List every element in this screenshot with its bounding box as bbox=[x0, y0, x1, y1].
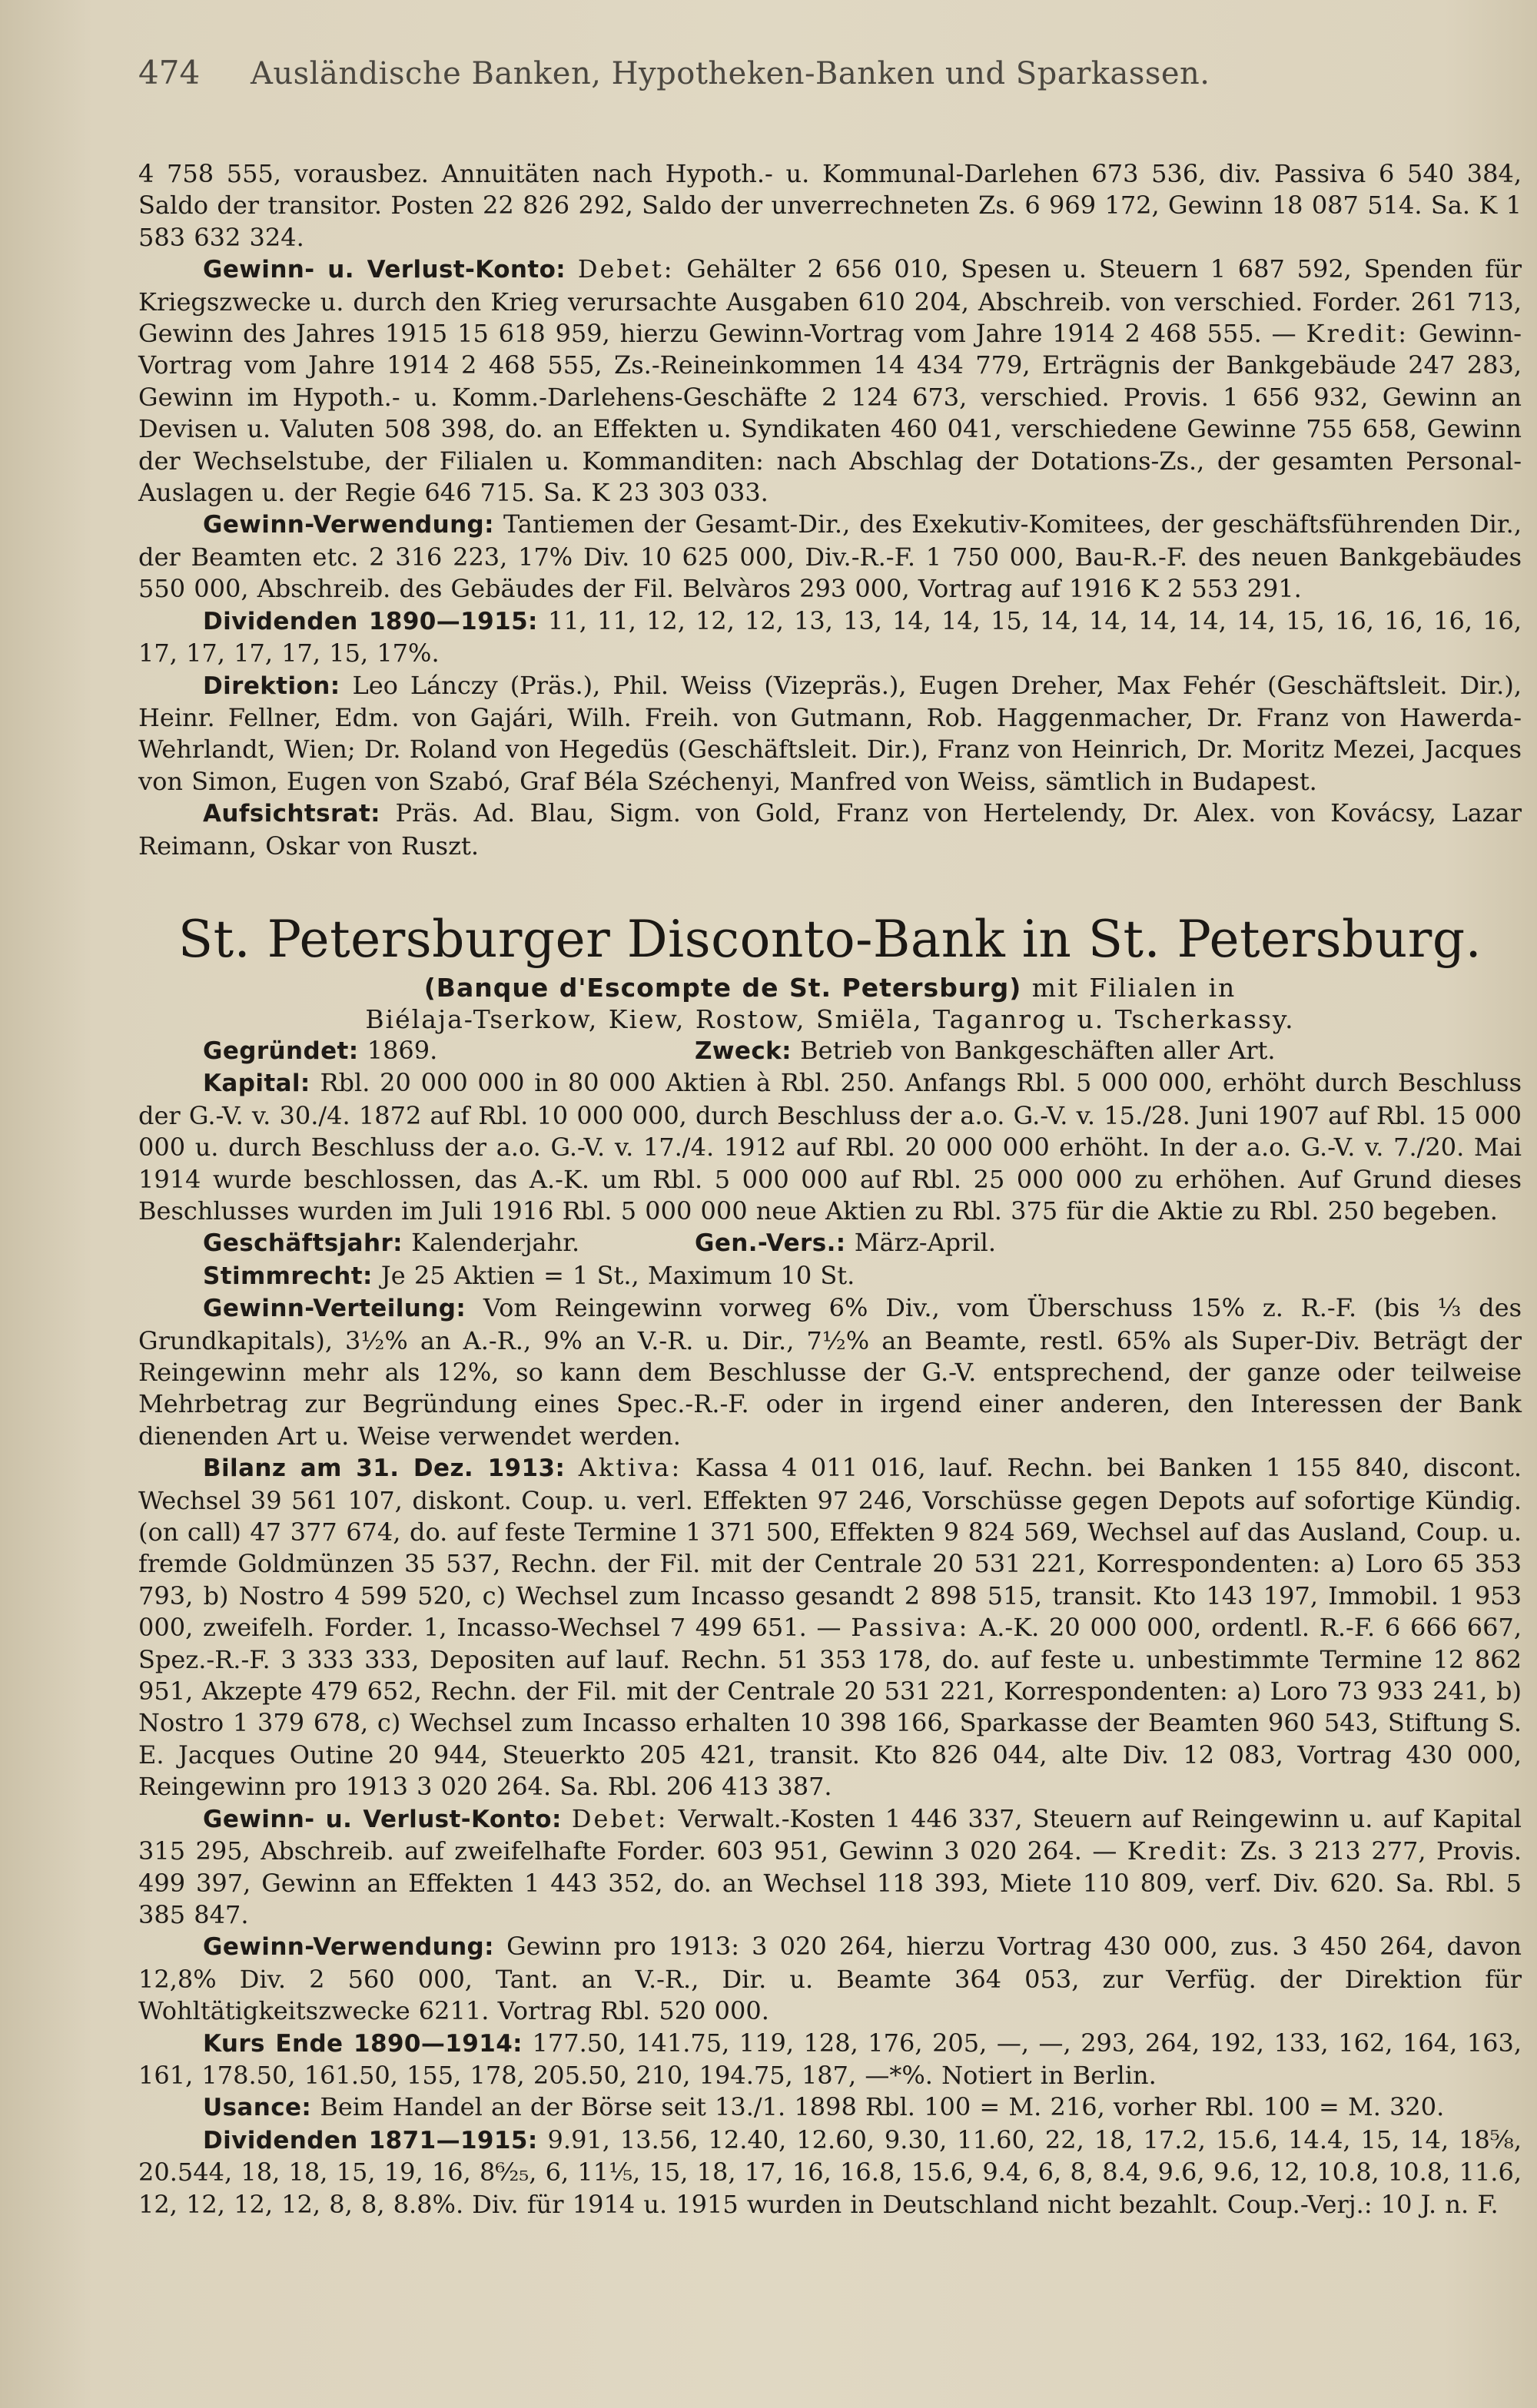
prev-supervisory-board: Aufsichtsrat: Präs. Ad. Blau, Sigm. von Gold, Franz von Hertelendy, Dr. Alex. von Kovácsy, Lazar Reimann, Oskar von Ruszt. bbox=[138, 798, 1522, 861]
label: Stimmrecht: bbox=[203, 1262, 373, 1290]
profit-use: Gewinn-Verwendung: Gewinn pro 1913: 3 020 264, hierzu Vortrag 430 000, zus. 3 450 264, davon 12,8% Div. 2 560 000, Tant. an V.-R., Dir. u. Beamte 364 053, zur Verfüg. der Direktion für Wohltätigkeitszwecke 6211. Vortrag Rbl. 520 000. bbox=[138, 1932, 1522, 2026]
label: Direktion: bbox=[203, 672, 340, 700]
founded-purpose: Gegründet: 1869. Zweck: Betrieb von Bankgeschäften aller Art. bbox=[203, 1035, 1276, 1065]
label: Gewinn-Verwendung: bbox=[203, 1933, 494, 1962]
label: Gewinn-Verteilung: bbox=[203, 1295, 466, 1323]
usance: Usance: Beim Handel an der Börse seit 13./1. 1898 Rbl. 100 = M. 216, vorher Rbl. 100 = M. 320. bbox=[203, 2092, 1445, 2122]
label: Usance: bbox=[203, 2094, 312, 2122]
dividends: Dividenden 1871—1915: 9.91, 13.56, 12.40, 12.60, 9.30, 11.60, 22, 18, 17.2, 15.6, 14.4, 15, 14, 18⅝, 20.544, 18, 18, 15, 19, 16, 8⁶⁄₂₅, 6, 11⅕, 15, 18, 17, 16, 16.8, 15.6, 9.4, 6, 8, 8.4, 9.6, 9.6, 12, 10.8, 10.8, 11.6, 12, 12, 12, 12, 8, 8, 8.8%. Div. für 1914 u. 1915 wurden in Deutschland nicht bezahlt. Coup.-Verj.: 10 J. n. F. bbox=[138, 2124, 1522, 2219]
bank-heading: St. Petersburger Disconto-Bank in St. Petersburg. bbox=[178, 909, 1482, 969]
profit-loss-account: Gewinn- u. Verlust-Konto: Debet: Verwalt.-Kosten 1 446 337, Steuern auf Reingewinn u. auf Kapital 315 295, Abschreib. auf zweifelhafte Forder. 603 951, Gewinn 3 020 264. — Kredit: Zs. 3 213 277, Provis. 499 397, Gewinn an Effekten 1 443 352, do. an Wechsel 118 393, Miete 110 809, verf. Div. 620. Sa. Rbl. 5 385 847. bbox=[138, 1803, 1522, 1929]
running-title: Ausländische Banken, Hypotheken-Banken und Sparkassen. bbox=[251, 56, 1210, 91]
prev-balance-tail: 4 758 555, vorausbez. Annuitäten nach Hypoth.- u. Kommunal-Darlehen 673 536, div. Passiva 6 540 384, Saldo der transitor. Posten 22 826 292, Saldo der unverrechneten Zs. 6 969 172, Gewinn 18 087 514. Sa. K 1 583 632 324. bbox=[138, 159, 1522, 252]
label: Aufsichtsrat: bbox=[203, 800, 380, 828]
label: Kapital: bbox=[203, 1070, 310, 1098]
bank-subheading: (Banque d'Escompte de St. Petersburg) mit Filialen in bbox=[423, 972, 1237, 1003]
share-prices: Kurs Ende 1890—1914: 177.50, 141.75, 119, 128, 176, 205, —, —, 293, 264, 192, 133, 162, 164, 163, 161, 178.50, 161.50, 155, 178, 205.50, 210, 194.75, 187, —*%. Notiert in Berlin. bbox=[138, 2028, 1522, 2090]
prev-direction: Direktion: Leo Lánczy (Präs.), Phil. Weiss (Vizepräs.), Eugen Dreher, Max Fehér (Geschäftsleit. Dir.), Heinr. Fellner, Edm. von Gajári, Wilh. Freih. von Gutmann, Rob. Haggenmacher, Dr. Franz von Hawerda-Wehrlandt, Wien; Dr. Roland von Hegedüs (Geschäftsleit. Dir.), Franz von Heinrich, Dr. Moritz Mezei, Jacques von Simon, Eugen von Szabó, Graf Béla Széchenyi, Manfred von Weiss, sämtlich in Budapest. bbox=[138, 670, 1522, 796]
label: Gewinn- u. Verlust-Konto: bbox=[203, 1805, 562, 1833]
label: Dividenden 1890—1915: bbox=[203, 607, 538, 635]
prev-dividends: Dividenden 1890—1915: 11, 11, 12, 12, 12, 13, 13, 14, 14, 15, 14, 14, 14, 14, 14, 15, 16, 16, 16, 16, 17, 17, 17, 17, 15, 17%. bbox=[138, 605, 1522, 668]
label: Gewinn- u. Verlust-Konto: bbox=[203, 256, 566, 284]
profit-distribution: Gewinn-Verteilung: Vom Reingewinn vorweg 6% Div., vom Überschuss 15% z. R.-F. (bis ⅓ des Grundkapitals), 3½% an A.-R., 9% an V.-R. u. Dir., 7½% an Beamte, restl. 65% als Super-Div. Beträgt der Reingewinn mehr als 12%, so kann dem Beschlusse der G.-V. entsprechend, der ganze oder teilweise Mehrbetrag zur Begründung eines Spec.-R.-F. oder in irgend einer anderen, den Interessen der Bank dienenden Art u. Weise verwendet werden. bbox=[138, 1293, 1522, 1451]
fiscal-year-meeting: Geschäftsjahr: Kalenderjahr. Gen.-Vers.: März-April. bbox=[203, 1228, 997, 1258]
page-number: 474 bbox=[138, 54, 201, 91]
voting-right: Stimmrecht: Je 25 Aktien = 1 St., Maximum 10 St. bbox=[203, 1260, 855, 1290]
balance-sheet: Bilanz am 31. Dez. 1913: Aktiva: Kassa 4 011 016, lauf. Rechn. bei Banken 1 155 840, discont. Wechsel 39 561 107, diskont. Coup. u. verl. Effekten 97 246, Vorschüsse gegen Depots auf sofortige Kündig. (on call) 47 377 674, do. auf feste Termine 1 371 500, Effekten 9 824 569, Wechsel auf das Ausland, Coup. u. fremde Goldmünzen 35 537, Rechn. der Fil. mit der Centrale 20 531 221, Korrespondenten: a) Loro 65 353 793, b) Nostro 4 599 520, c) Wechsel zum Incasso gesandt 2 898 515, transit. Kto 143 197, Immobil. 1 953 000, zweifelh. Forder. 1, Incasso-Wechsel 7 499 651. — Passiva: A.-K. 20 000 000, ordentl. R.-F. 6 666 667, Spez.-R.-F. 3 333 333, Depositen auf lauf. Rechn. 51 353 178, do. auf feste u. unbestimmte Termine 12 862 951, Akzepte 479 652, Rechn. der Fil. mit der Centrale 20 531 221, Korrespondenten: a) Loro 73 933 241, b) Nostro 1 379 678, c) Wechsel zum Incasso erhalten 10 398 166, Sparkasse der Beamten 960 543, Stiftung S. E. Jacques Outine 20 944, Steuerkto 205 421, transit. Kto 826 044, alte Div. 12 083, Vortrag 430 000, Reingewinn pro 1913 3 020 264. Sa. Rbl. 206 413 387. bbox=[138, 1453, 1522, 1802]
label: Dividenden 1871—1915: bbox=[203, 2126, 538, 2154]
prev-profit-use: Gewinn-Verwendung: Tantiemen der Gesamt-Dir., des Exekutiv-Komitees, der geschäftsführenden Dir., der Beamten etc. 2 316 223, 17% Div. 10 625 000, Div.-R.-F. 1 750 000, Bau-R.-F. des neuen Bankgebäudes 550 000, Abschreib. des Gebäudes der Fil. Belvàros 293 000, Vortrag auf 1916 K 2 553 291. bbox=[138, 509, 1522, 604]
label: Kurs Ende 1890—1914: bbox=[203, 2029, 523, 2058]
running-head bbox=[138, 54, 1522, 100]
bank-branches: Biélaja-Tserkow, Kiew, Rostow, Smiëla, Taganrog u. Tscherkassy. bbox=[365, 1003, 1295, 1034]
label: Gewinn-Verwendung: bbox=[203, 511, 494, 539]
prev-profit-loss: Gewinn- u. Verlust-Konto: Debet: Gehälter 2 656 010, Spesen u. Steuern 1 687 592, Spenden für Kriegszwecke u. durch den Krieg verursachte Ausgaben 610 204, Abschreib. von verschied. Forder. 261 713, Gewinn des Jahres 1915 15 618 959, hierzu Gewinn-Vortrag vom Jahre 1914 2 468 555. — Kredit: Gewinn-Vortrag vom Jahre 1914 2 468 555, Zs.-Reineinkommen 14 434 779, Erträgnis der Bankgebäude 247 283, Gewinn im Hypoth.- u. Komm.-Darlehens-Geschäfte 2 124 673, verschied. Provis. 1 656 932, Gewinn an Devisen u. Valuten 508 398, do. an Effekten u. Syndikaten 460 041, verschiedene Gewinne 755 658, Gewinn der Wechselstube, der Filialen u. Kommanditen: nach Abschlag der Dotations-Zs., der gesamten Personal-Auslagen u. der Regie 646 715. Sa. K 23 303 033. bbox=[138, 254, 1522, 508]
capital: Kapital: Rbl. 20 000 000 in 80 000 Aktien à Rbl. 250. Anfangs Rbl. 5 000 000, erhöht durch Beschluss der G.-V. v. 30./4. 1872 auf Rbl. 10 000 000, durch Beschluss der a.o. G.-V. v. 15./28. Juni 1907 auf Rbl. 15 000 000 u. durch Beschluss der a.o. G.-V. v. 17./4. 1912 auf Rbl. 20 000 000 erhöht. In der a.o. G.-V. v. 7./20. Mai 1914 wurde beschlossen, das A.-K. um Rbl. 5 000 000 auf Rbl. 25 000 000 zu erhöhen. Auf Grund dieses Beschlusses wurden im Juli 1916 Rbl. 5 000 000 neue Aktien zu Rbl. 375 für die Aktie zu Rbl. 250 begeben. bbox=[138, 1068, 1522, 1226]
label: Bilanz am 31. Dez. 1913: bbox=[203, 1454, 566, 1483]
